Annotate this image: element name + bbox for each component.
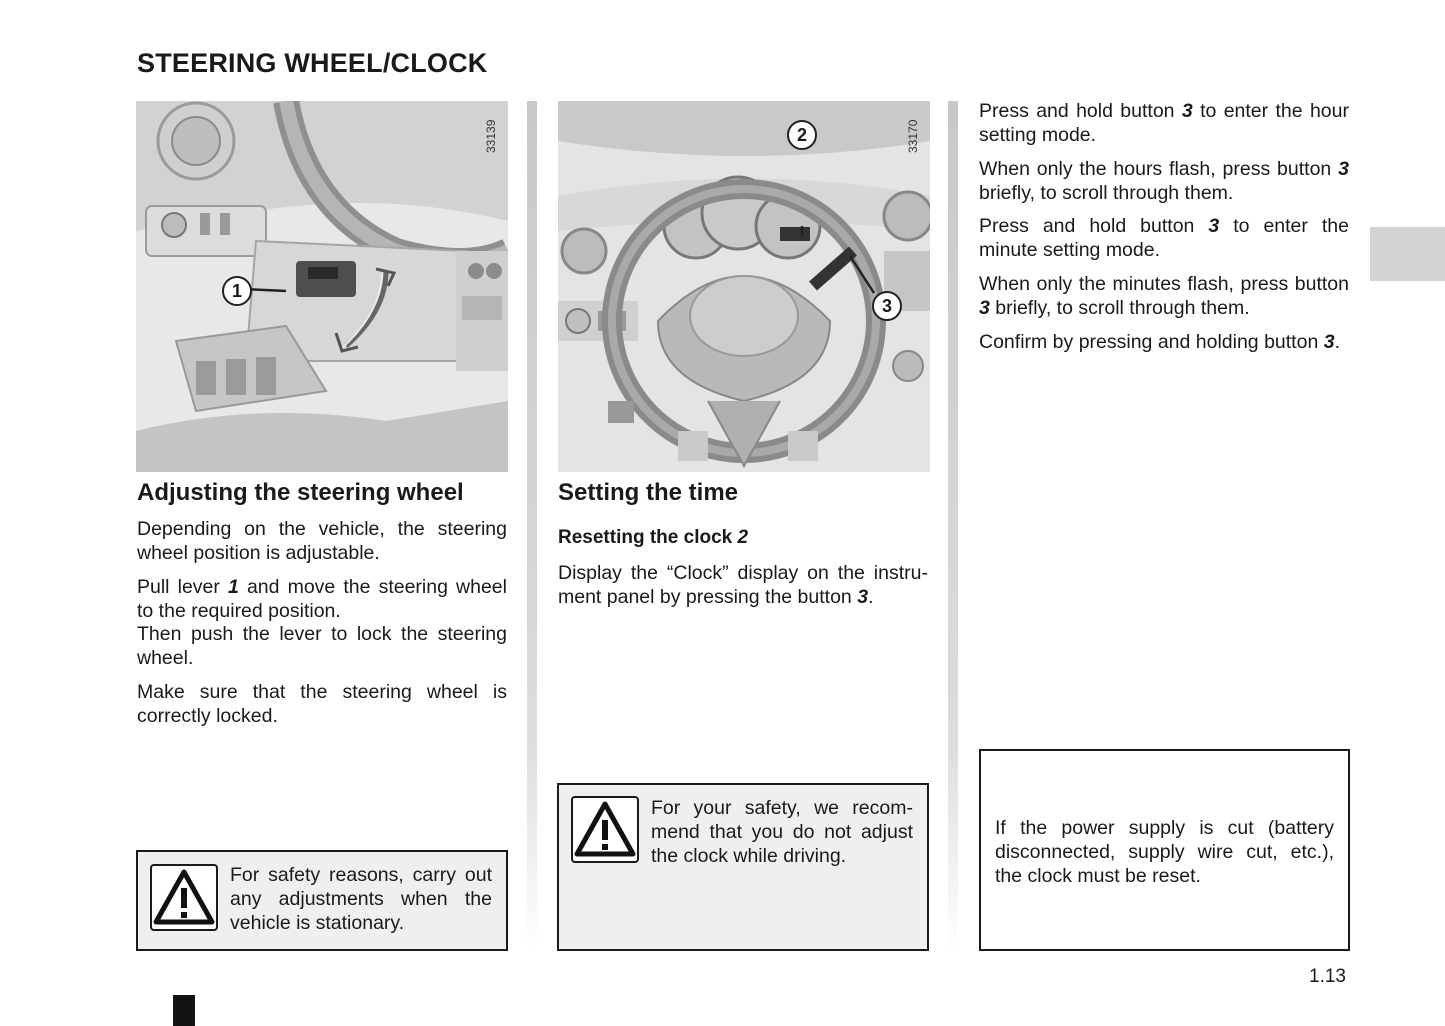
figure-code: 33139 (484, 119, 498, 153)
reference-1: 1 (227, 576, 239, 598)
driving-warning-text: For your safety, we recommend that you do not adjust the clock while driving. (651, 797, 913, 867)
section-heading-time: Setting the time (558, 479, 739, 506)
figure-code: 33170 (906, 119, 920, 153)
section-thumb-tab (1370, 227, 1445, 281)
column-separator (527, 101, 537, 951)
power-supply-note-box (979, 749, 1350, 951)
callout-3: 3 (872, 291, 902, 321)
reference-3: 3 (1338, 158, 1349, 180)
time-paragraph-1: Display the “Clock” display on the instrument panel by pressing the button 3. (558, 562, 928, 608)
warning-icon (571, 796, 639, 863)
right-paragraph-5: Confirm by pressing and holding button 3. (979, 331, 1340, 353)
steering-wheel-controls-illustration (558, 101, 930, 472)
reference-2: 2 (737, 527, 749, 548)
reference-3: 3 (1181, 100, 1193, 122)
reference-3: 3 (979, 297, 990, 319)
driving-warning-box (557, 783, 929, 951)
power-supply-note-text: If the power supply is cut (battery disconnected, supply wire cut, etc.), the clock must be reset. (995, 817, 1334, 887)
page-title: STEERING WHEEL/CLOCK (137, 48, 488, 78)
steering-paragraph-1: Depending on the vehicle, the steering wheel position is adjustable. (137, 518, 507, 564)
safety-warning-text: For safety reasons, carry out any adjustments when the vehicle is stationary. (230, 864, 492, 934)
column-separator (948, 101, 958, 951)
steering-paragraph-2: Pull lever 1 and move the steering wheel to the required position. (137, 576, 507, 622)
steering-paragraph-3: Then push the lever to lock the steering wheel. (137, 623, 507, 669)
subheading-reset-clock: Resetting the clock 2 (558, 527, 749, 548)
steering-lever-illustration (136, 101, 508, 472)
callout-2: 2 (787, 120, 817, 150)
steering-paragraph-4: Make sure that the steering wheel is correctly locked. (137, 681, 507, 727)
right-paragraph-3: Press and hold button 3 to enter the minute setting mode. (979, 215, 1349, 261)
section-heading-steering: Adjusting the steering wheel (137, 479, 464, 506)
reference-3: 3 (1208, 215, 1220, 237)
reference-3: 3 (857, 586, 869, 608)
safety-warning-box (136, 850, 508, 951)
page-corner-marker (173, 995, 195, 1026)
warning-icon (150, 864, 218, 931)
right-paragraph-2: When only the hours flash, press button 3 briefly, to scroll through them. (979, 158, 1349, 204)
right-paragraph-1: Press and hold button 3 to enter the hour setting mode. (979, 100, 1349, 146)
right-paragraph-4: When only the minutes flash, press button 3 briefly, to scroll through them. (979, 273, 1349, 319)
page-number: 1.13 (1309, 966, 1346, 987)
callout-1: 1 (222, 276, 252, 306)
reference-3: 3 (1323, 331, 1335, 353)
